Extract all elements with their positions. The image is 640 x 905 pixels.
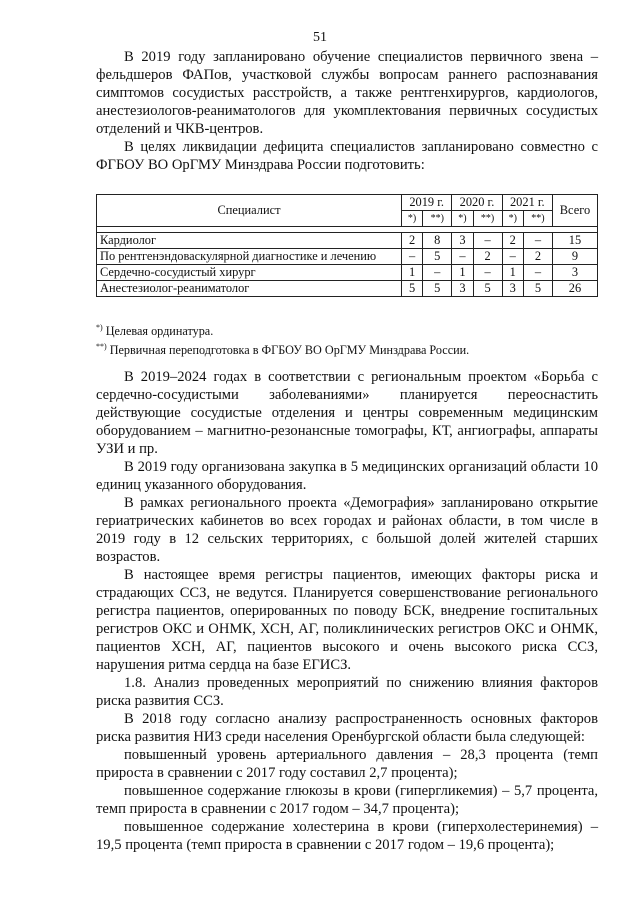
- row-name: Анестезиолог-реаниматолог: [97, 281, 402, 297]
- table-row: [97, 281, 598, 297]
- cell: 3: [452, 281, 473, 297]
- header-specialist: Специалист: [97, 195, 402, 227]
- cell: 3: [452, 233, 473, 249]
- cell: 5: [423, 249, 452, 265]
- body-paragraph: В 2018 году согласно анализу распространенность основных факторов риска развития НИЗ среди населения Оренбургской области была следующей:: [96, 711, 598, 745]
- header-year-2020: 2020 г.: [452, 195, 502, 211]
- footnote-1: [96, 320, 598, 339]
- cell-total: 9: [552, 249, 597, 265]
- footnote-2: [96, 339, 598, 358]
- cell: –: [502, 249, 523, 265]
- header-total: Всего: [552, 195, 597, 227]
- cell: 1: [452, 265, 473, 281]
- body-paragraph: В рамках регионального проекта «Демография» запланировано открытие гериатрических кабинетов во всех городах и районах области, в том числе в 2019 году в 12 сельских территориях, с большой долей жителей старших возрастов.: [96, 495, 598, 565]
- list-item: повышенный уровень артериального давления – 28,3 процента (темп прироста в сравнении с 2017 году составил 2,7 процента);: [96, 747, 598, 781]
- cell: 3: [502, 281, 523, 297]
- header-year-2021: 2021 г.: [502, 195, 552, 211]
- table-header-row: [97, 195, 598, 211]
- footnote-text: Первичная переподготовка в ФГБОУ ВО ОрГМУ Минздрава России.: [109, 343, 470, 358]
- cell: –: [402, 249, 423, 265]
- cell: –: [523, 233, 552, 249]
- footnote-text: Целевая ординатура.: [105, 324, 214, 339]
- table-row: [97, 265, 598, 281]
- footnote-mark: **): [96, 342, 107, 352]
- row-name: Сердечно-сосудистый хирург: [97, 265, 402, 281]
- header-year-2019: 2019 г.: [402, 195, 452, 211]
- subheader-mark-1: *): [452, 211, 473, 227]
- cell: –: [452, 249, 473, 265]
- intro-section: [96, 48, 598, 174]
- subheader-mark-2: **): [473, 211, 502, 227]
- body-paragraph: В 2019 году организована закупка в 5 медицинских организаций области 10 единиц указанного оборудования.: [96, 459, 598, 493]
- body-section: [96, 368, 598, 854]
- cell: 2: [473, 249, 502, 265]
- intro-paragraph-1: В 2019 году запланировано обучение специалистов первичного звена – фельдшеров ФАПов, участковой службы вопросам раннего распознавания симптомов сосудистых расстройств, а также рентгенхирургов, кардиологов, анестезиологов-реаниматологов для укомплектования первичных сосудистых отделений и ЧКВ-центров.: [96, 49, 598, 137]
- cell: –: [473, 265, 502, 281]
- row-name: По рентгенэндоваскулярной диагностике и лечению: [97, 249, 402, 265]
- cell: 5: [473, 281, 502, 297]
- table-row: [97, 233, 598, 249]
- table-row: [97, 249, 598, 265]
- page-number: 51: [313, 30, 327, 45]
- body-paragraph: В настоящее время регистры пациентов, имеющих факторы риска и страдающих ССЗ, не ведутся. Планируется совершенствование регионального регистра пациентов, оперированных по поводу БСК, внедрение госпитальных регистров ОКС и ОНМК, ХСН, АГ, поликлинических регистров ОКС и ОНМК, пациентов ХСН, АГ, пациентов высокого и очень высокого риска ССЗ, нарушения ритма сердца на базе ЕГИСЗ.: [96, 567, 598, 673]
- cell-total: 15: [552, 233, 597, 249]
- cell: –: [473, 233, 502, 249]
- cell-total: 26: [552, 281, 597, 297]
- subheader-mark-1: *): [502, 211, 523, 227]
- cell: –: [423, 265, 452, 281]
- cell: 1: [402, 265, 423, 281]
- cell: 8: [423, 233, 452, 249]
- cell: 2: [523, 249, 552, 265]
- cell: 2: [502, 233, 523, 249]
- cell-total: 3: [552, 265, 597, 281]
- cell: 2: [402, 233, 423, 249]
- subheader-mark-2: **): [423, 211, 452, 227]
- list-item: повышенное содержание холестерина в крови (гиперхолестеринемия) – 19,5 процента (темп прироста в сравнении с 2017 годом – 19,6 процента);: [96, 819, 598, 853]
- intro-paragraph-2: В целях ликвидации дефицита специалистов запланировано совместно с ФГБОУ ВО ОрГМУ Минздрава России подготовить:: [96, 139, 598, 173]
- cell: 5: [423, 281, 452, 297]
- cell: 5: [402, 281, 423, 297]
- row-name: Кардиолог: [97, 233, 402, 249]
- section-heading: 1.8. Анализ проведенных мероприятий по снижению влияния факторов риска развития ССЗ.: [96, 675, 598, 709]
- body-paragraph: В 2019–2024 годах в соответствии с региональным проектом «Борьба с сердечно-сосудистыми заболеваниями» планируется переоснастить действующие сосудистые отделения и центры современным медицинским оборудованием – магнитно-резонансные томографы, КТ, ангиографы, аппараты УЗИ и пр.: [96, 369, 598, 457]
- cell: 1: [502, 265, 523, 281]
- cell: –: [523, 265, 552, 281]
- list-item: повышенное содержание глюкозы в крови (гипергликемия) – 5,7 процента, темп прироста в сравнении с 2017 годом – 34,7 процента);: [96, 783, 598, 817]
- specialists-table: [96, 194, 598, 297]
- subheader-mark-2: **): [523, 211, 552, 227]
- subheader-mark-1: *): [402, 211, 423, 227]
- footnotes: [96, 320, 598, 358]
- footnote-mark: *): [96, 323, 103, 332]
- cell: 5: [523, 281, 552, 297]
